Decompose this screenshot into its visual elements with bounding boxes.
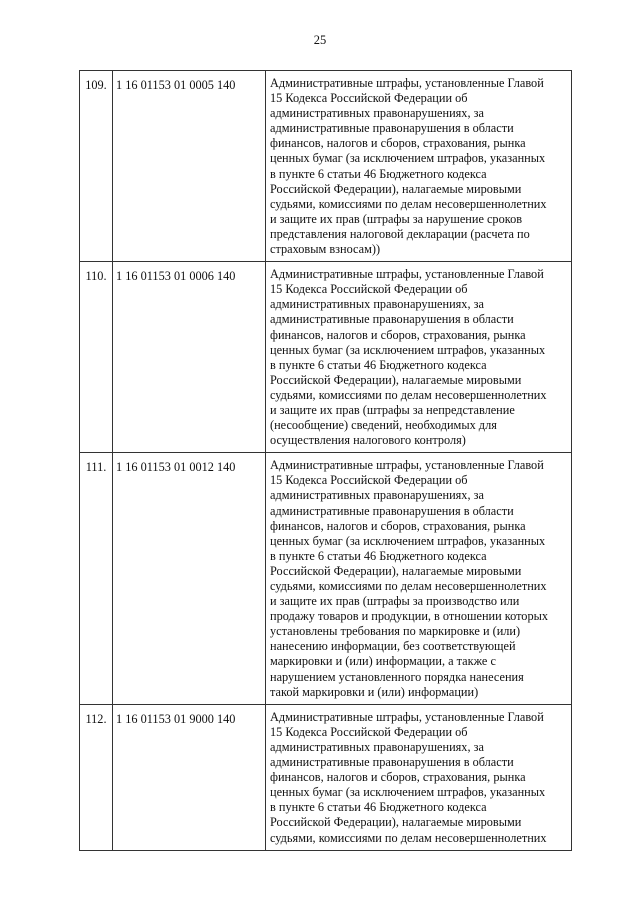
table-body: [80, 71, 572, 851]
description-line: (несообщение) сведений, необходимых для: [270, 418, 497, 433]
fines-code-table: [79, 70, 572, 851]
description-line: и защите их прав (штрафы за нарушение сроков: [270, 211, 523, 226]
table-row: [80, 71, 572, 262]
description-line: такой маркировки и (или) информации): [270, 684, 479, 699]
description-line: Административные штрафы, установленные Главой: [270, 458, 544, 473]
page-number: 25: [313, 33, 327, 47]
description-line: Российской Федерации), налагаемые мировыми: [270, 815, 522, 830]
income-description: [266, 704, 572, 850]
description-line: 15 Кодекса Российской Федерации об: [270, 724, 468, 739]
row-number: 109.: [80, 71, 113, 262]
description-line: Административные штрафы, установленные Главой: [270, 709, 544, 724]
description-line: ценных бумаг (за исключением штрафов, указанных: [270, 151, 546, 166]
table-row: [80, 453, 572, 705]
table-row: [80, 262, 572, 453]
description-line: представления налоговой декларации (расчета по: [270, 226, 530, 241]
description-line: 15 Кодекса Российской Федерации об: [270, 282, 468, 297]
description-line: Административные штрафы, установленные Главой: [270, 267, 544, 282]
description-line: финансов, налогов и сборов, страхования, рынка: [270, 136, 526, 151]
description-line: и защите их прав (штрафы за производство или: [270, 594, 520, 609]
description-line: ценных бумаг (за исключением штрафов, указанных: [270, 342, 546, 357]
description-line: в пункте 6 статьи 46 Бюджетного кодекса: [270, 800, 487, 815]
description-line: финансов, налогов и сборов, страхования, рынка: [270, 770, 526, 785]
budget-classification-code: 1 16 01153 01 0005 140: [113, 71, 266, 262]
description-line: Российской Федерации), налагаемые мировыми: [270, 181, 522, 196]
description-line: административных правонарушениях, за: [270, 297, 484, 312]
description-line: 15 Кодекса Российской Федерации об: [270, 473, 468, 488]
description-line: нарушением установленного порядка нанесения: [270, 669, 524, 684]
income-description: [266, 262, 572, 453]
table-row: [80, 704, 572, 850]
description-line: в пункте 6 статьи 46 Бюджетного кодекса: [270, 357, 487, 372]
income-description: [266, 71, 572, 262]
description-line: административные правонарушения в области: [270, 755, 514, 770]
description-line: продажу товаров и продукции, в отношении которых: [270, 609, 549, 624]
description-line: Российской Федерации), налагаемые мировыми: [270, 563, 522, 578]
description-line: Российской Федерации), налагаемые мировыми: [270, 372, 522, 387]
description-line: нанесению информации, без соответствующей: [270, 639, 516, 654]
description-line: судьями, комиссиями по делам несовершеннолетних: [270, 579, 547, 593]
description-line: страховым взносам)): [270, 242, 381, 257]
description-line: административные правонарушения в области: [270, 312, 514, 327]
description-line: судьями, комиссиями по делам несовершеннолетних: [270, 196, 547, 211]
description-line: административные правонарушения в области: [270, 503, 514, 518]
description-line: финансов, налогов и сборов, страхования, рынка: [270, 518, 526, 533]
description-line: судьями, комиссиями по делам несовершеннолетних: [270, 830, 547, 845]
description-line: административных правонарушениях, за: [270, 739, 484, 754]
budget-classification-code: 1 16 01153 01 0012 140: [113, 453, 266, 705]
description-line: установлены требования по маркировке и (или): [270, 624, 521, 639]
description-line: финансов, налогов и сборов, страхования, рынка: [270, 327, 526, 342]
row-number: 112.: [80, 704, 113, 850]
row-number: 110.: [80, 262, 113, 453]
description-line: в пункте 6 статьи 46 Бюджетного кодекса: [270, 548, 487, 563]
description-line: Административные штрафы, установленные Главой: [270, 76, 544, 90]
description-line: 15 Кодекса Российской Федерации об: [270, 91, 468, 106]
description-line: маркировки и (или) информации, а также с: [270, 654, 496, 669]
description-line: ценных бумаг (за исключением штрафов, указанных: [270, 533, 546, 548]
income-description: [266, 453, 572, 705]
description-line: ценных бумаг (за исключением штрафов, указанных: [270, 785, 546, 800]
description-line: судьями, комиссиями по делам несовершеннолетних: [270, 387, 547, 402]
description-line: административные правонарушения в области: [270, 121, 514, 136]
row-number: 111.: [80, 453, 113, 705]
budget-classification-code: 1 16 01153 01 0006 140: [113, 262, 266, 453]
description-line: и защите их прав (штрафы за непредставление: [270, 402, 515, 417]
description-line: в пункте 6 статьи 46 Бюджетного кодекса: [270, 166, 487, 181]
description-line: административных правонарушениях, за: [270, 106, 484, 121]
budget-classification-code: 1 16 01153 01 9000 140: [113, 704, 266, 850]
description-line: административных правонарушениях, за: [270, 488, 484, 503]
description-line: осуществления налогового контроля): [270, 433, 466, 448]
